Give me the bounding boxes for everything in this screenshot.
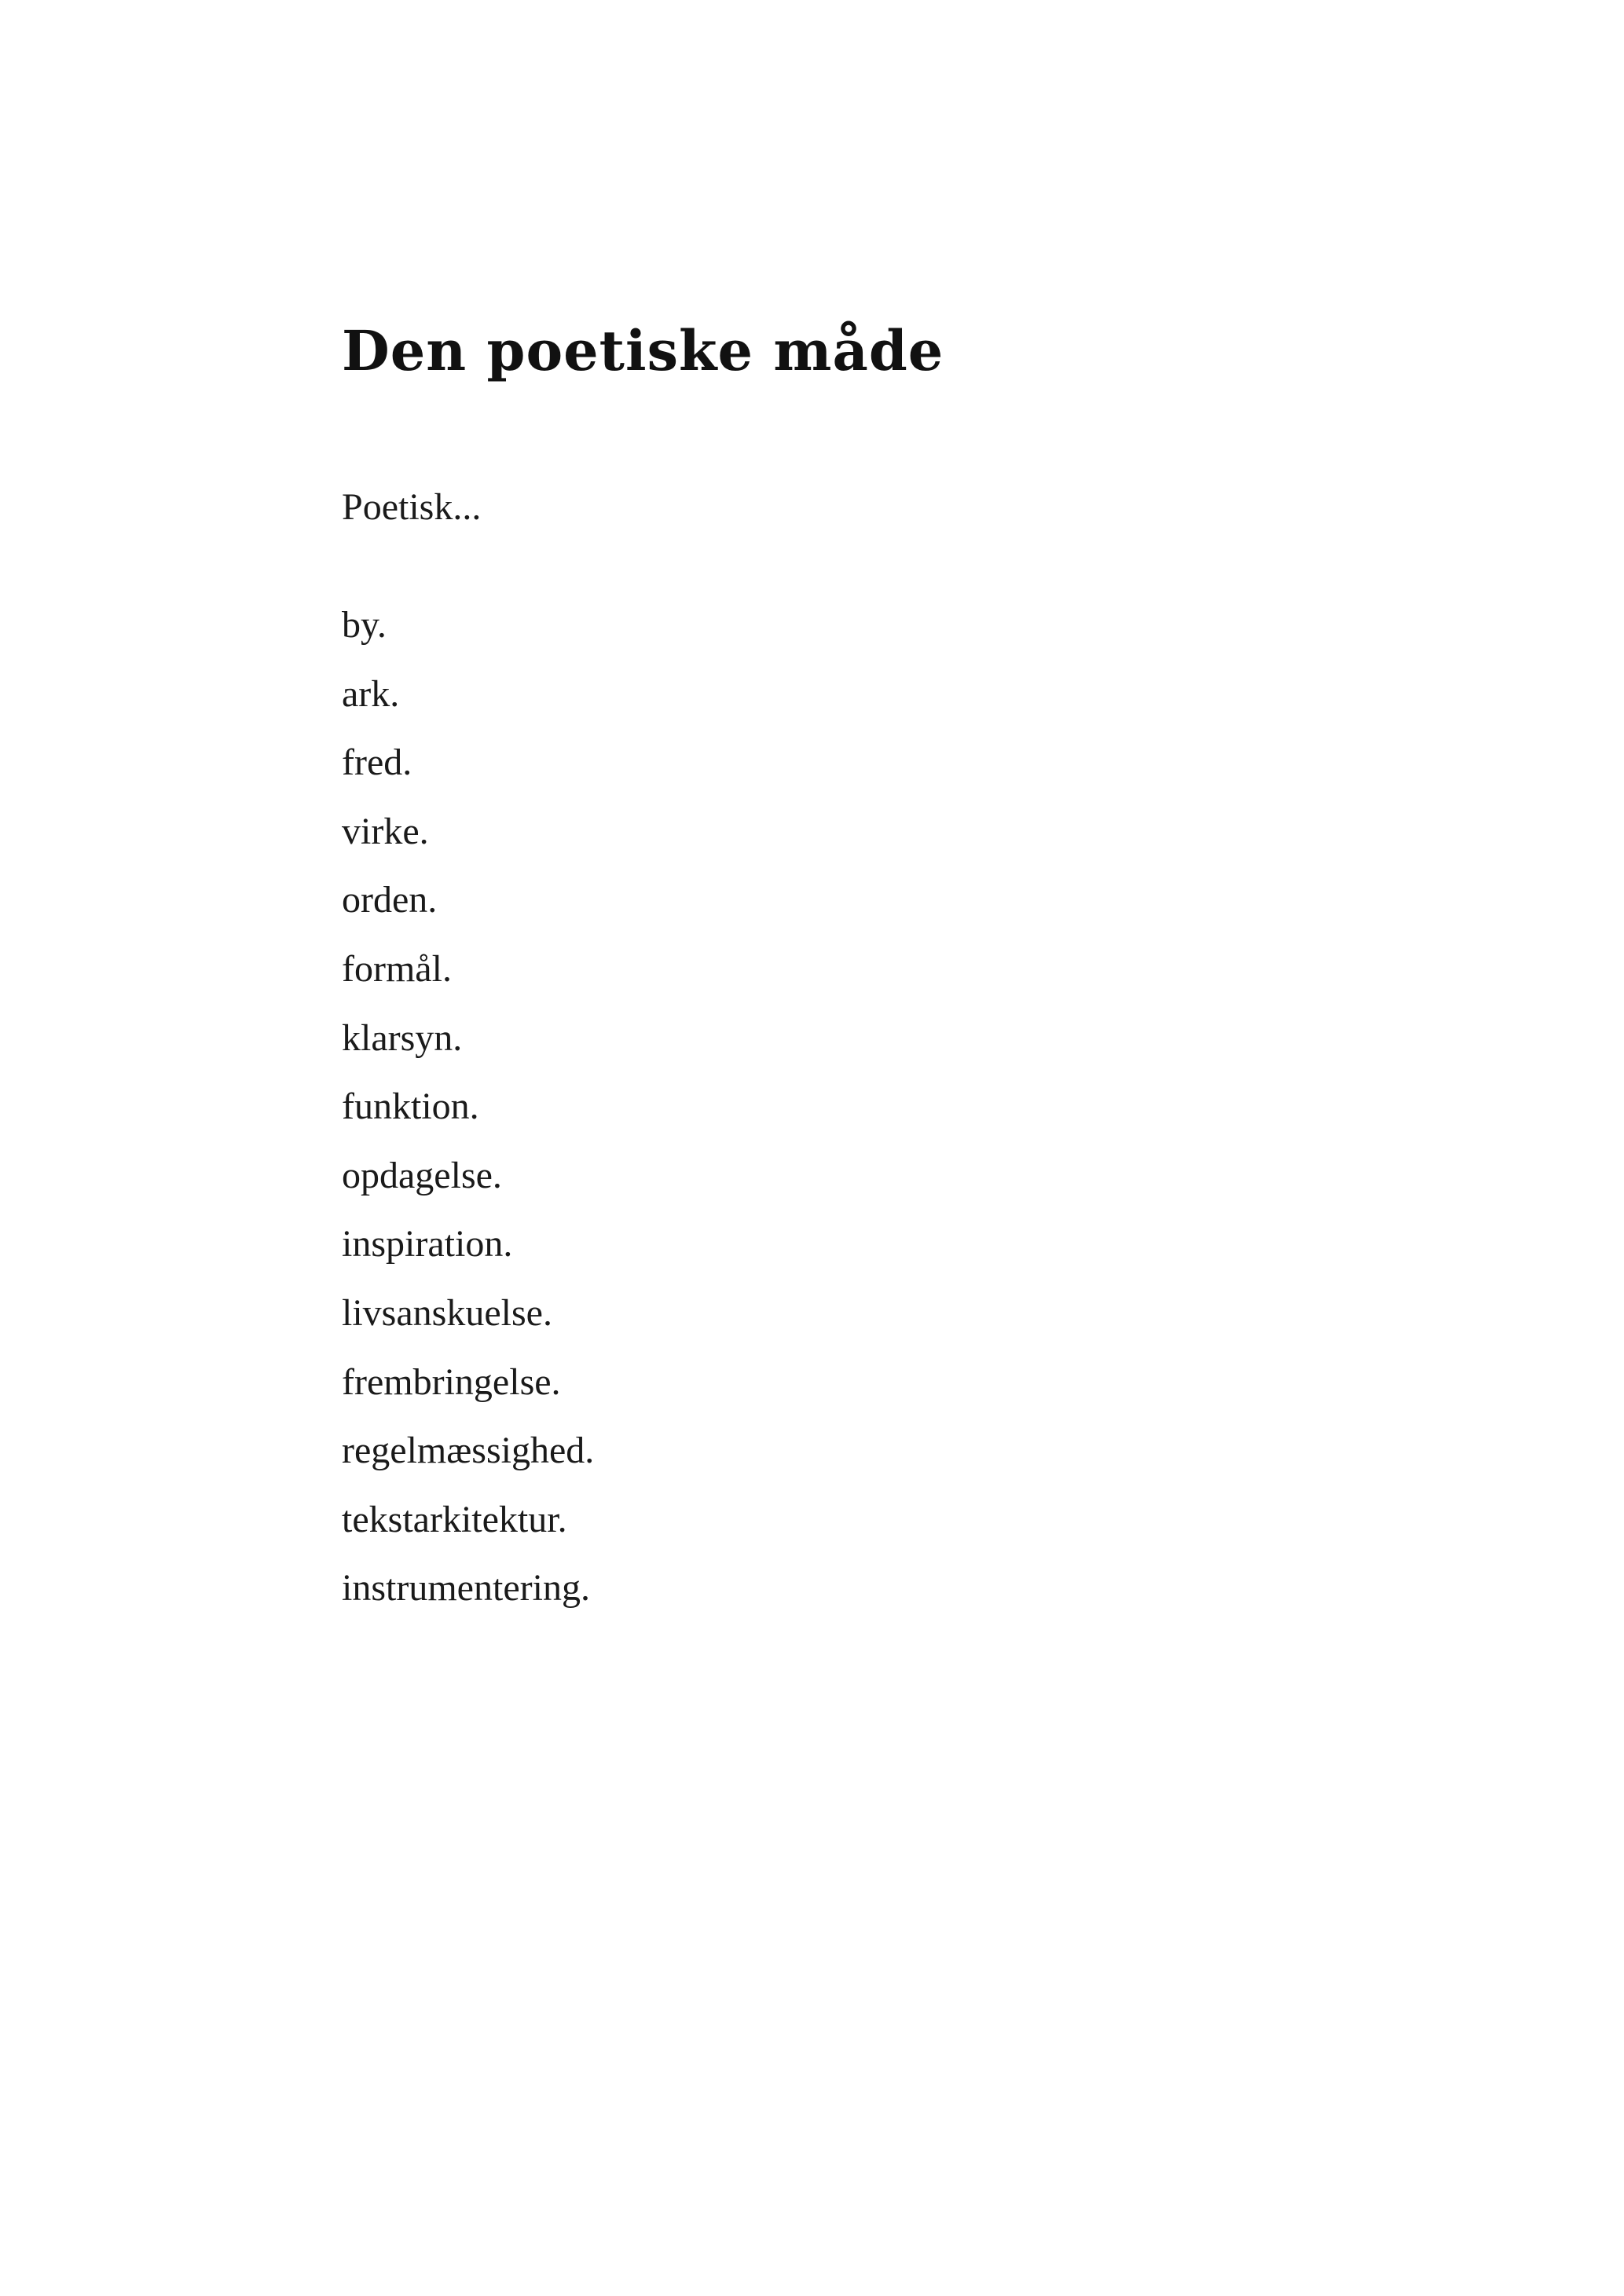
- list-item: orden.: [342, 879, 438, 921]
- list-item: funktion.: [342, 1086, 479, 1128]
- word-list: [342, 591, 594, 1623]
- list-item: ark.: [342, 672, 400, 715]
- list-item: virke.: [342, 810, 429, 852]
- list-item: instrumentering.: [342, 1567, 590, 1609]
- page-title: Den poetiske måde: [342, 318, 944, 383]
- list-item: formål.: [342, 947, 452, 990]
- list-item: inspiration.: [342, 1223, 513, 1265]
- list-item: frembringelse.: [342, 1360, 561, 1403]
- list-item: livsanskuelse.: [342, 1291, 552, 1334]
- list-item: fred.: [342, 742, 412, 784]
- list-item: tekstarkitektur.: [342, 1498, 567, 1540]
- intro-text: Poetisk...: [342, 486, 482, 528]
- list-item: regelmæssighed.: [342, 1430, 595, 1472]
- list-item: opdagelse.: [342, 1154, 502, 1196]
- list-item: by.: [342, 604, 387, 646]
- list-item: klarsyn.: [342, 1016, 463, 1059]
